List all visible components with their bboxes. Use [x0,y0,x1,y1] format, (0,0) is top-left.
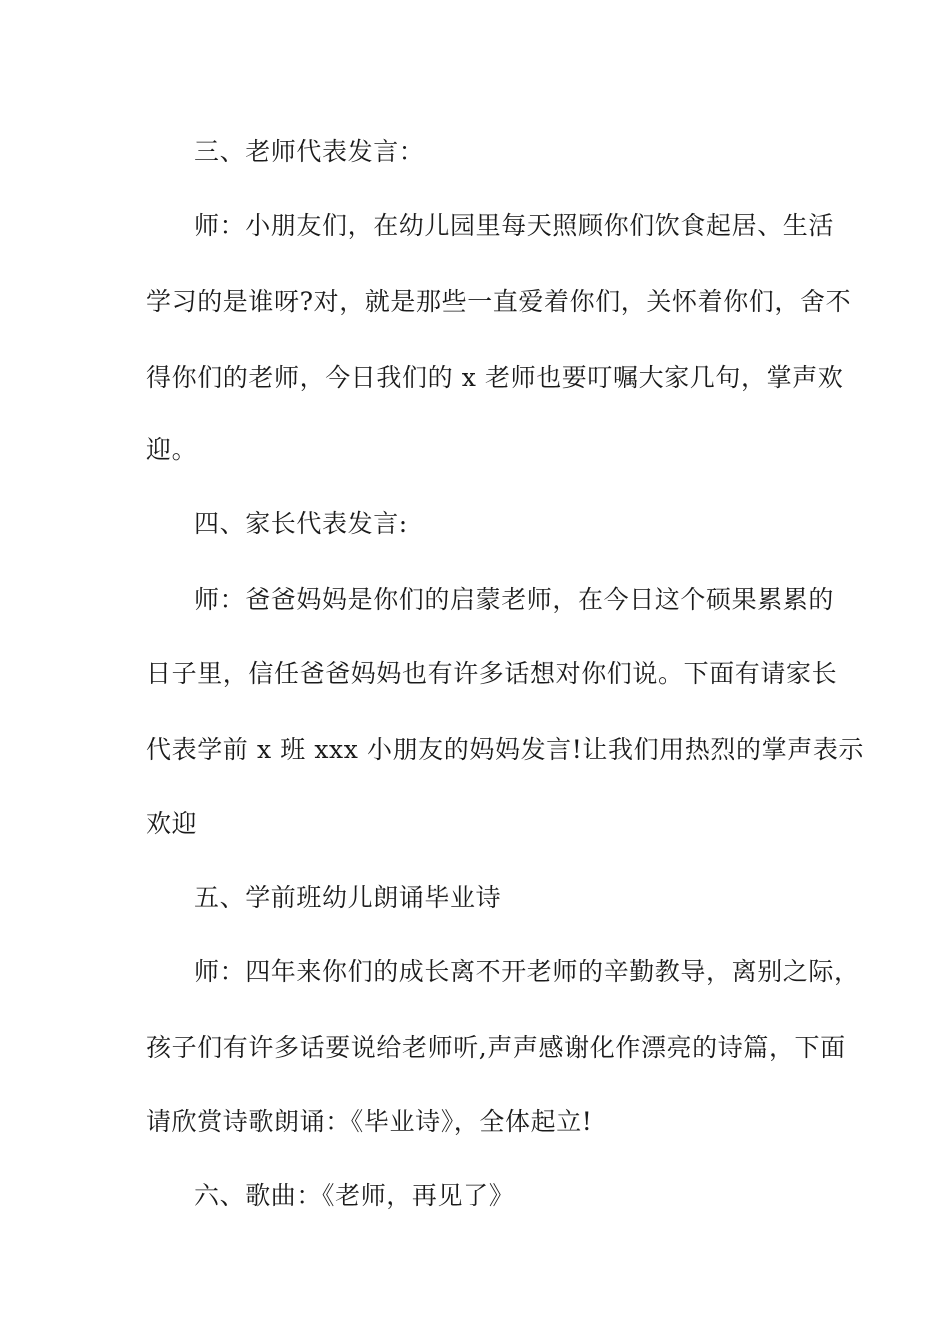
paragraph-line: 欢迎 [146,809,198,838]
paragraph-line: 迎。 [146,435,198,464]
section-heading-poem-recital: 五、学前班幼儿朗诵毕业诗 [194,883,502,912]
paragraph-line: 孩子们有许多话要说给老师听,声声感谢化作漂亮的诗篇，下面 [146,1033,846,1062]
paragraph-line: 得你们的老师，今日我们的 x 老师也要叮嘱大家几句，掌声欢 [146,363,844,392]
paragraph-line: 师：爸爸妈妈是你们的启蒙老师，在今日这个硕果累累的 [194,585,835,614]
paragraph-line: 代表学前 x 班 xxx 小朋友的妈妈发言!让我们用热烈的掌声表示 [146,735,865,764]
section-heading-parent-speech: 四、家长代表发言: [194,509,408,538]
paragraph-line: 日子里，信任爸爸妈妈也有许多话想对你们说。下面有请家长 [146,659,838,688]
section-heading-teacher-speech: 三、老师代表发言： [194,137,425,166]
section-heading-song: 六、歌曲：《老师，再见了》 [194,1181,515,1210]
paragraph-line: 学习的是谁呀?对，就是那些一直爱着你们，关怀着你们，舍不 [146,287,852,316]
paragraph-line: 请欣赏诗歌朗诵：《毕业诗》，全体起立! [146,1107,593,1136]
paragraph-line: 师：四年来你们的成长离不开老师的辛勤教导，离别之际， [194,957,860,986]
paragraph-line: 师：小朋友们，在幼儿园里每天照顾你们饮食起居、生活 [194,211,835,240]
